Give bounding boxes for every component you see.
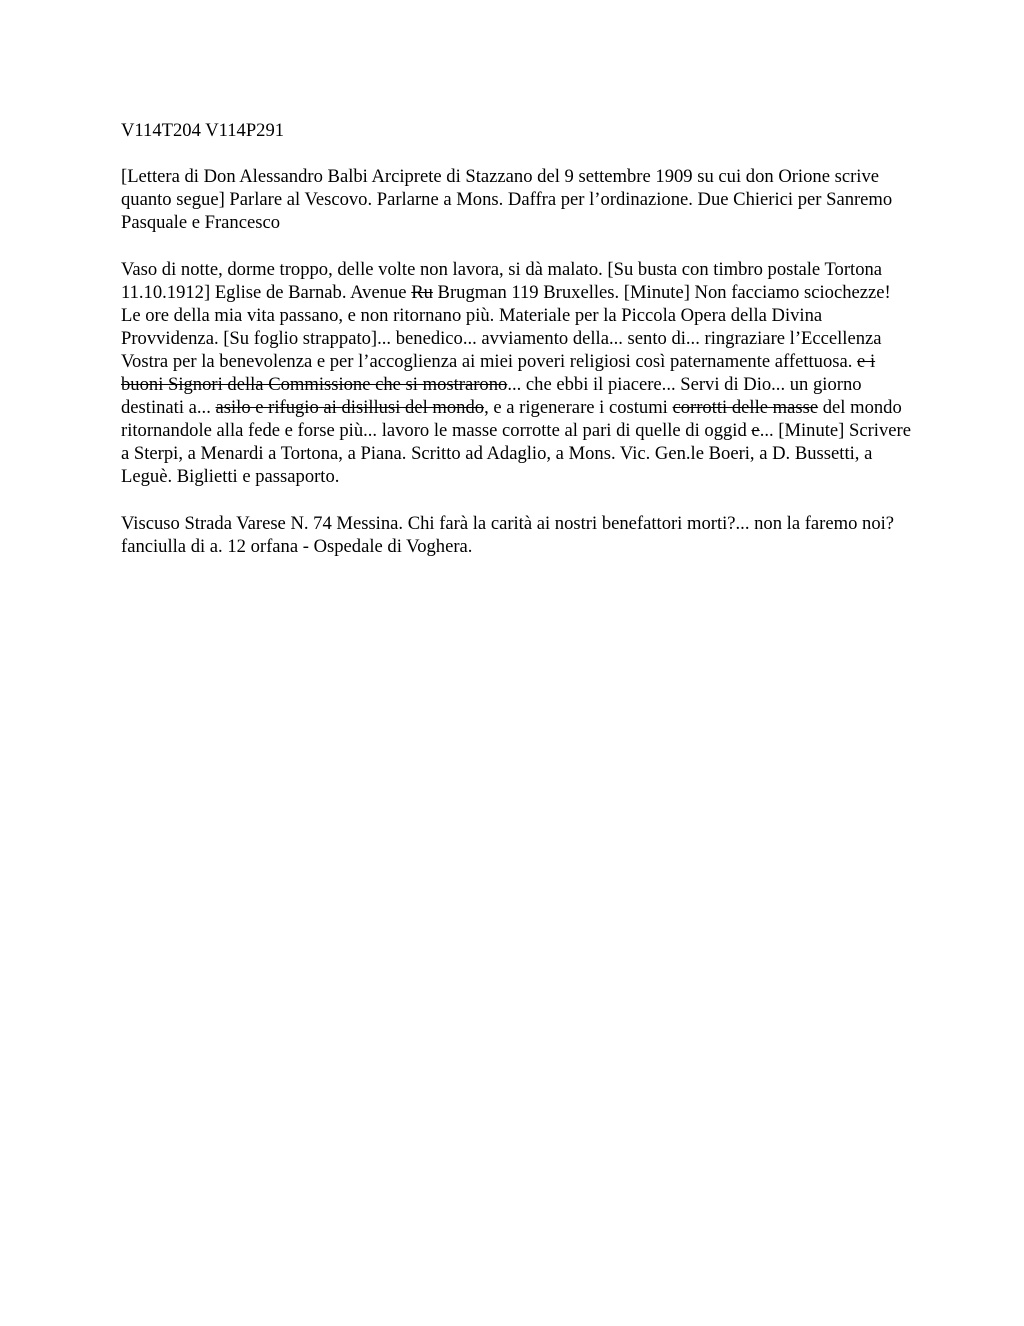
text-segment: Vaso di notte, dorme troppo, delle volte non lavora, si dà malato. [Su busta con timbro postale Tortona 11.10.1912] Eglise de Barnab. Avenue (121, 258, 883, 303)
paragraph-letter-note: [Lettera di Don Alessandro Balbi Arciprete di Stazzano del 9 settembre 1909 su cui don Orione scrive quanto segue] Parlare al Vescovo. Parlarne a Mons. Daffra per l’ordinazione. Due Chierici per Sanremo Pasquale e Francesco (121, 166, 893, 234)
struck-text: e i buoni Signori della Commissione che si mostrarono (121, 350, 876, 396)
paragraph-notes (121, 258, 911, 489)
struck-text: asilo e rifugio ai disillusi del mondo (215, 397, 485, 419)
struck-text: corrotti delle masse (672, 397, 819, 419)
document-header: V114T204 V114P291 (121, 120, 285, 141)
text-segment: ... [Minute] Scrivere a Sterpi, a Menardi a Tortona, a Piana. Scritto ad Adaglio, a Mons. Vic. Gen.le Boeri, a D. Bussetti, a Leguè. Biglietti e passaporto. (121, 420, 911, 488)
text-segment: ... che ebbi il piacere... Servi di Dio... un giorno destinati a... (121, 374, 862, 419)
document-page (121, 119, 911, 581)
text-segment: , e a rigenerare i costumi (484, 397, 673, 419)
struck-text: e (751, 420, 760, 442)
paragraph-address: Viscuso Strada Varese N. 74 Messina. Chi farà la carità ai nostri benefattori morti?... non la faremo noi? fanciulla di a. 12 orfana - Ospedale di Voghera. (121, 512, 895, 557)
text-segment: del mondo ritornandole alla fede e forse più... lavoro le masse corrotte al pari di quelle di oggid (121, 397, 902, 442)
struck-text: Ru (411, 281, 433, 303)
text-segment: Brugman 119 Bruxelles. [Minute] Non facciamo sciochezze! Le ore della mia vita passano, e non ritornano più. Materiale per la Piccola Opera della Divina Provvidenza. [Su foglio strappato]... benedico... avviamento della... sento di... ringraziare l’Eccellenza Vostra per la benevolenza e per l’accoglienza ai miei poveri religiosi così paternamente affettuosa. (121, 281, 891, 372)
